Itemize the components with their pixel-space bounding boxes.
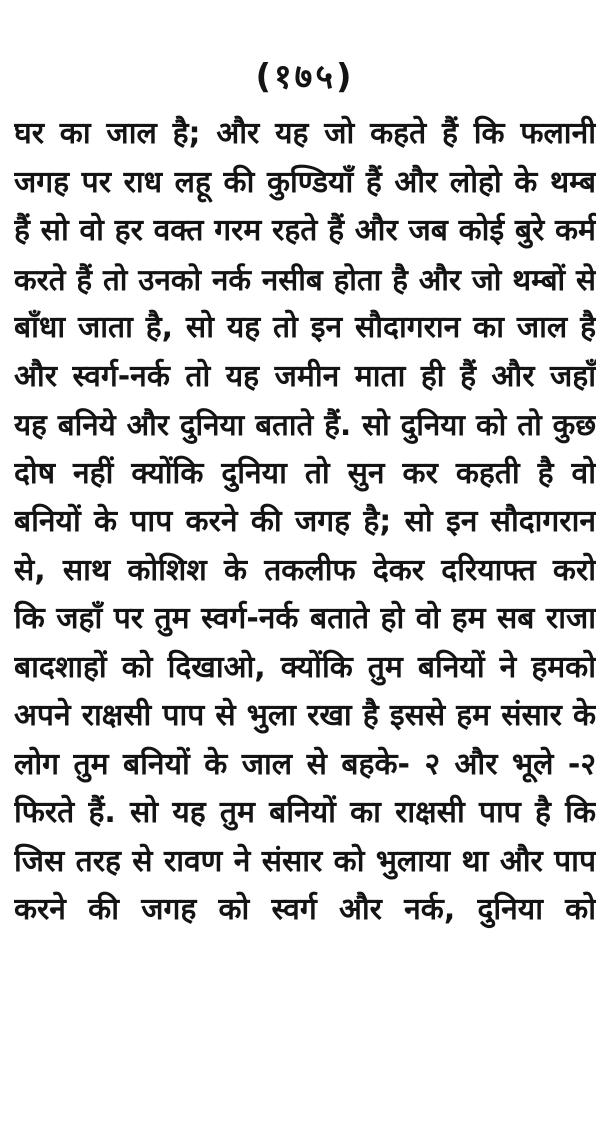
- text-line: कि जहाँ पर तुम स्वर्ग-नर्क बताते हो वो हम सब राजा: [14, 601, 596, 636]
- text-line: से, साथ कोशिश के तकलीफ देकर दरियाफ्त करो: [14, 552, 596, 588]
- text-line: बनियों के पाप करने की जगह है; सो इन सौदागरान: [14, 504, 596, 539]
- text-line: करते हैं तो उनको नर्क नसीब होता है और जो थम्बों से: [14, 262, 596, 297]
- text-line: बाँधा जाता है, सो यह तो इन सौदागरान का जाल है: [14, 310, 596, 345]
- text-line: जगह पर राध लहू की कुण्डियाँ हैं और लोहो के थम्ब: [14, 164, 596, 200]
- page-text-body: [14, 110, 596, 935]
- text-line: बादशाहों को दिखाओ, क्योंकि तुम बनियों ने हमको: [14, 649, 596, 685]
- text-line: फिरते हैं. सो यह तुम बनियों का राक्षसी पाप है कि: [14, 795, 596, 830]
- text-line: दोष नहीं क्योंकि दुनिया तो सुन कर कहती है वो: [14, 455, 596, 491]
- text-line: यह बनिये और दुनिया बताते हैं. सो दुनिया को तो कुछ: [14, 408, 596, 442]
- text-line: करने की जगह को स्वर्ग और नर्क, दुनिया को: [14, 892, 596, 927]
- text-line: लोग तुम बनियों के जाल से बहके- २ और भूले -२: [14, 746, 596, 782]
- text-line: घर का जाल है; और यह जो कहते हैं कि फलानी: [14, 116, 596, 151]
- text-line: और स्वर्ग-नर्क तो यह जमीन माता ही हैं और जहाँ: [14, 358, 596, 394]
- text-line: हैं सो वो हर वक्त गरम रहते हैं और जब कोई बुरे कर्म: [14, 213, 596, 248]
- text-line: जिस तरह से रावण ने संसार को भुलाया था और पाप: [14, 843, 596, 879]
- page-number: (१७५): [255, 57, 355, 97]
- text-line: अपने राक्षसी पाप से भुला रखा है इससे हम संसार के: [14, 698, 596, 733]
